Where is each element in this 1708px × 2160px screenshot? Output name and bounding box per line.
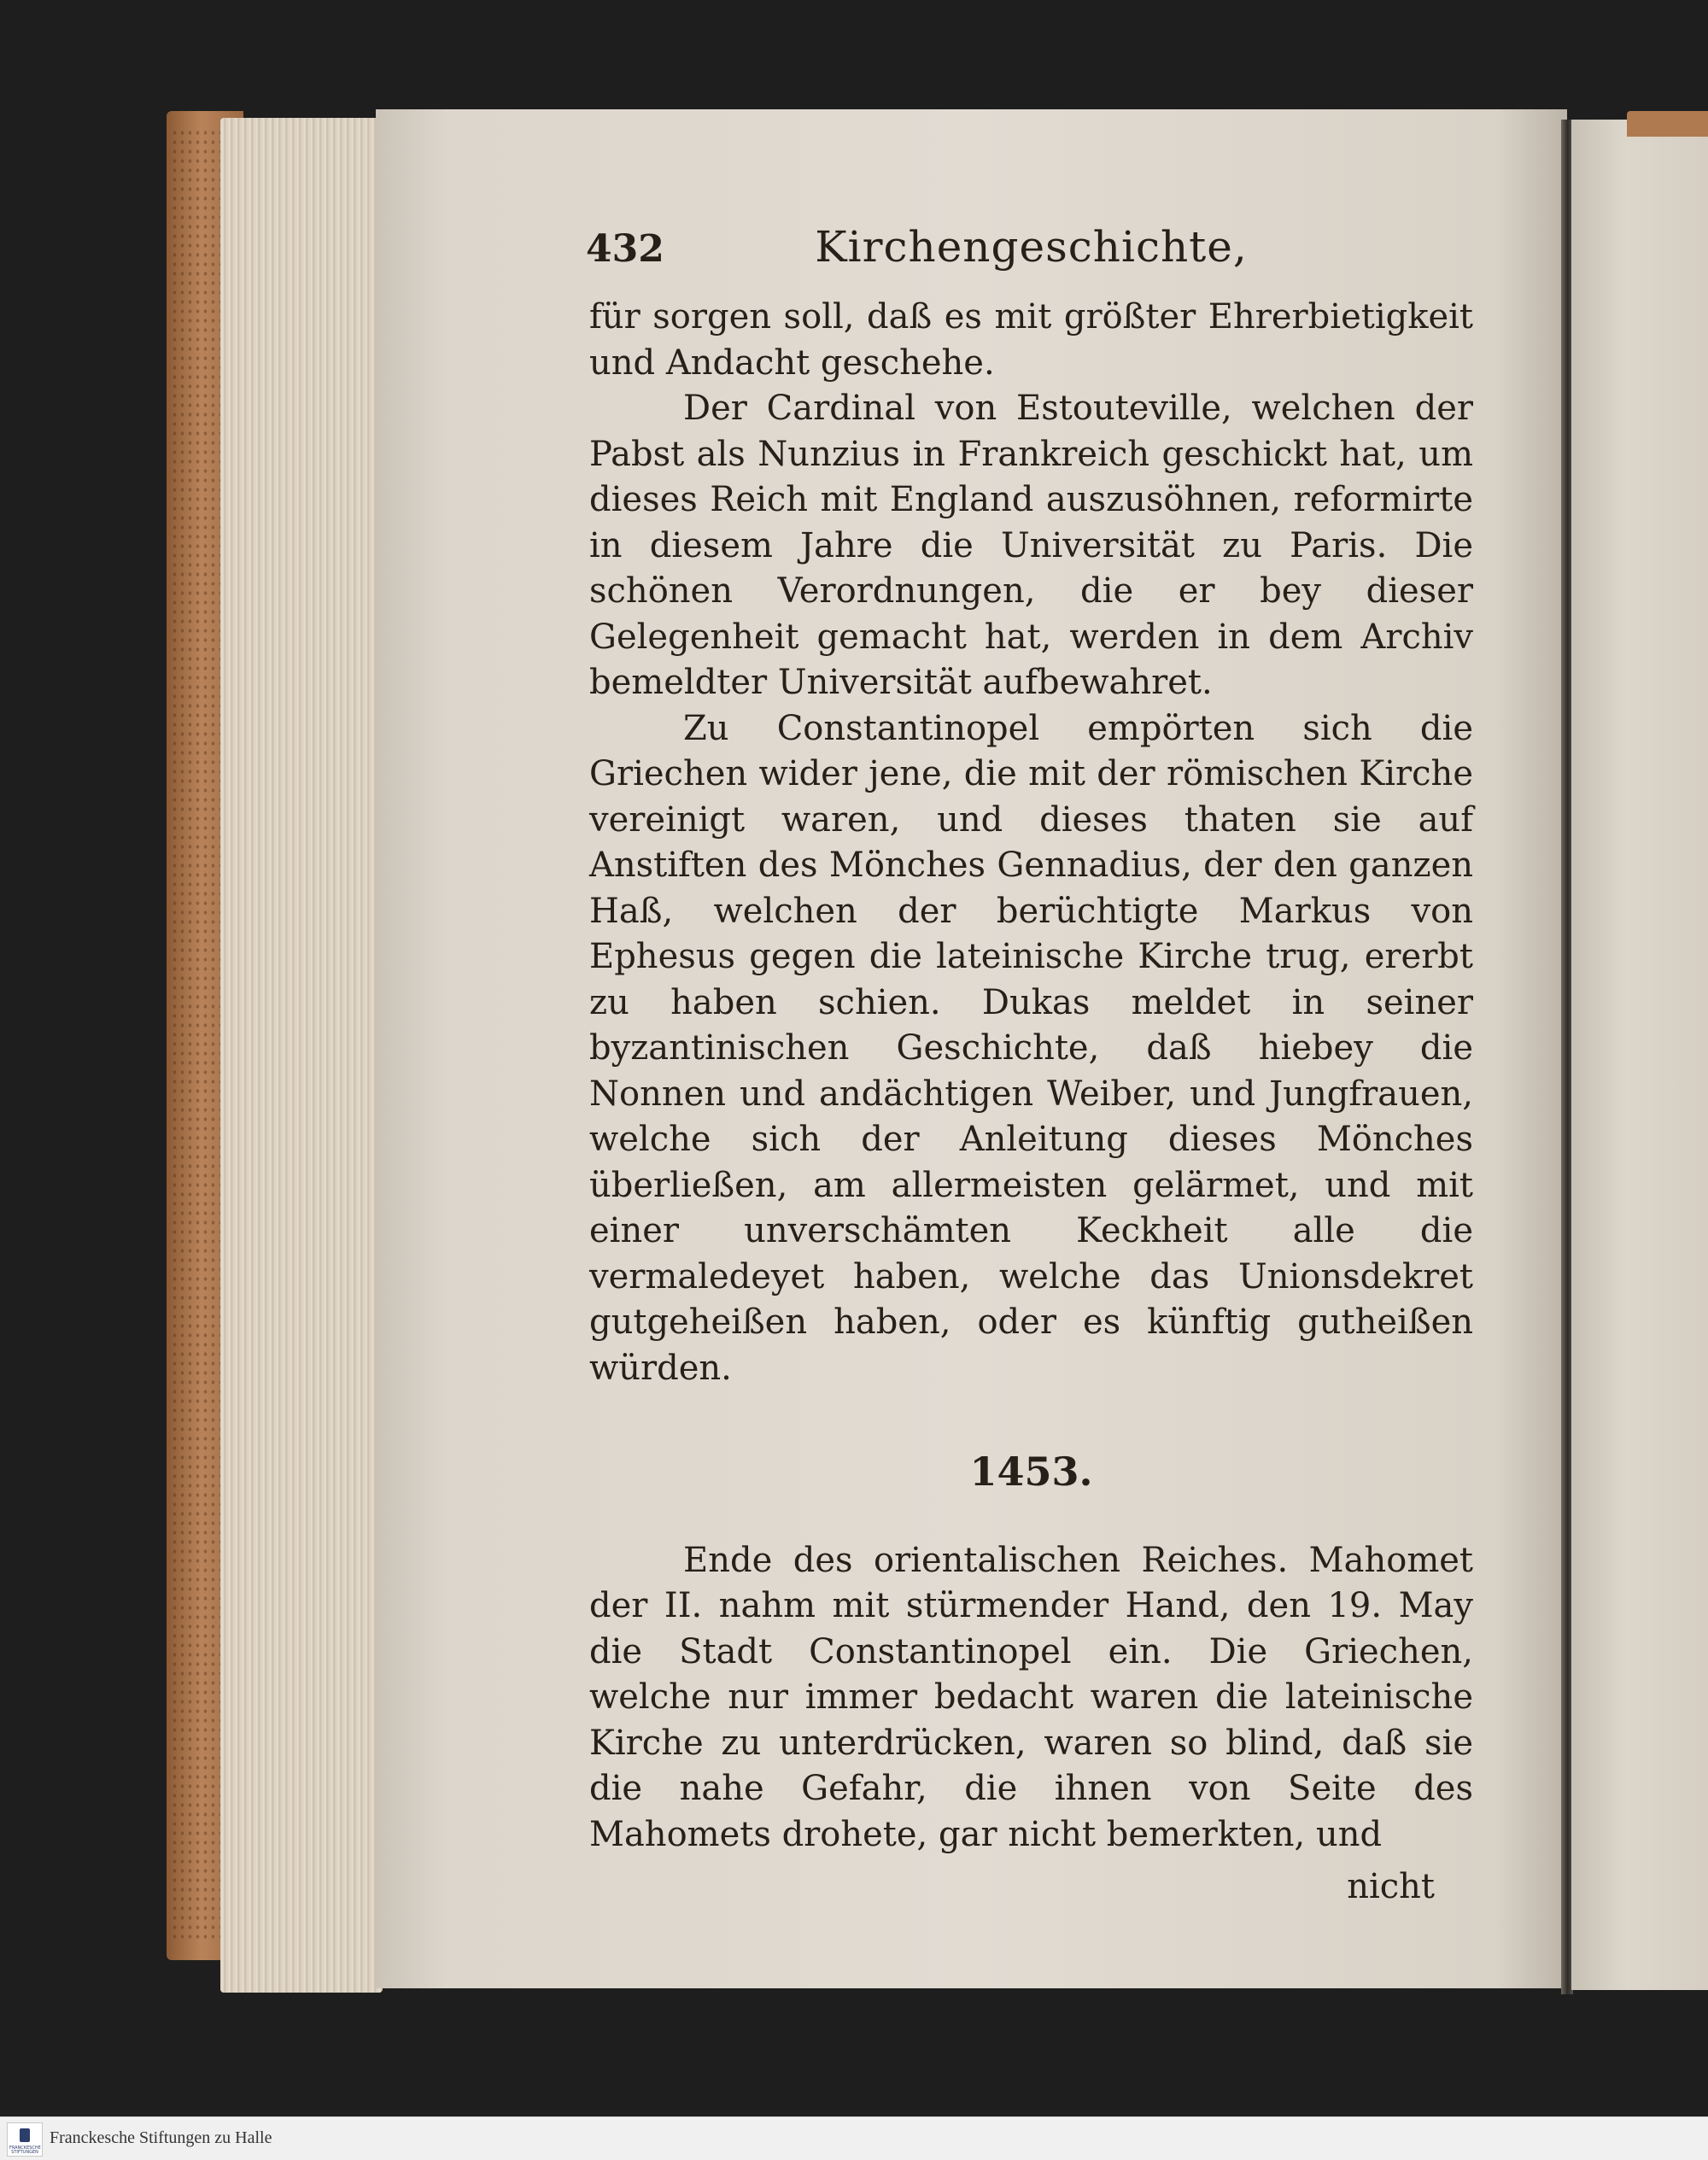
page-text — [586, 218, 1473, 1911]
page-number: 432 — [586, 227, 664, 271]
page-header — [586, 218, 1473, 295]
viewer-footer — [0, 2116, 1708, 2160]
paragraph-1453: Ende des orientalischen Reiches. Mahomet der II. nahm mit stürmender Hand, den 19. May die Stadt Constantinopel ein. Die Griechen, welche nur immer bedacht waren die lateinische Kirche zu unterdrücken, waren so blind, daß sie die nahe Gefahr, die ihnen von Seite des Mahomets drohete, gar nicht bemerkten, und — [589, 1540, 1473, 1854]
paragraph-constantinopel: Zu Constantinopel empörten sich die Griechen wider jene, die mit der römischen Kirche vereinigt waren, und dieses thaten sie auf Anstiften des Mönches Gennadius, der den ganzen Haß, welchen der berüchtigte Markus von Ephesus gegen die lateinische Kirche trug, ererbt zu haben schien. Dukas meldet in seiner byzantinischen Geschichte, daß hiebey die Nonnen und andächtigen Weiber, und Jungfrauen, welche sich der Anleitung dieses Mönches überließen, am allermeisten gelärmet, und mit einer unverschämten Keckheit alle die vermaledeyet haben, welche das Unionsdekret gutgeheißen haben, oder es künftig gutheißen würden. — [589, 708, 1473, 1388]
facing-page — [1571, 120, 1708, 1990]
institution-name[interactable]: Franckesche Stiftungen zu Halle — [50, 2128, 272, 2147]
paragraph-estouteville: Der Cardinal von Estouteville, welchen der Pabst als Nunzius in Frankreich geschickt hat, um dieses Reich mit England auszusöhnen, reformirte in diesem Jahre die Universität zu Paris. Die schönen Verordnungen, die er bey dieser Gelegenheit gemacht hat, werden in dem Archiv bemeldter Universität aufbewahret. — [589, 389, 1473, 702]
logo-text: FRANCKESCHE STIFTUNGEN — [9, 2145, 41, 2155]
page-edges — [220, 118, 383, 1993]
year-heading: 1453. — [969, 1449, 1093, 1495]
paragraph-continued: für sorgen soll, daß es mit größter Ehrerbietigkeit und Andacht geschehe. — [589, 297, 1473, 383]
logo-mark — [20, 2128, 30, 2142]
running-title: Kirchengeschichte, — [815, 222, 1248, 272]
catchword: nicht — [1347, 1867, 1435, 1906]
book-cover-right — [1627, 111, 1708, 137]
institution-logo-icon[interactable] — [7, 2122, 43, 2157]
